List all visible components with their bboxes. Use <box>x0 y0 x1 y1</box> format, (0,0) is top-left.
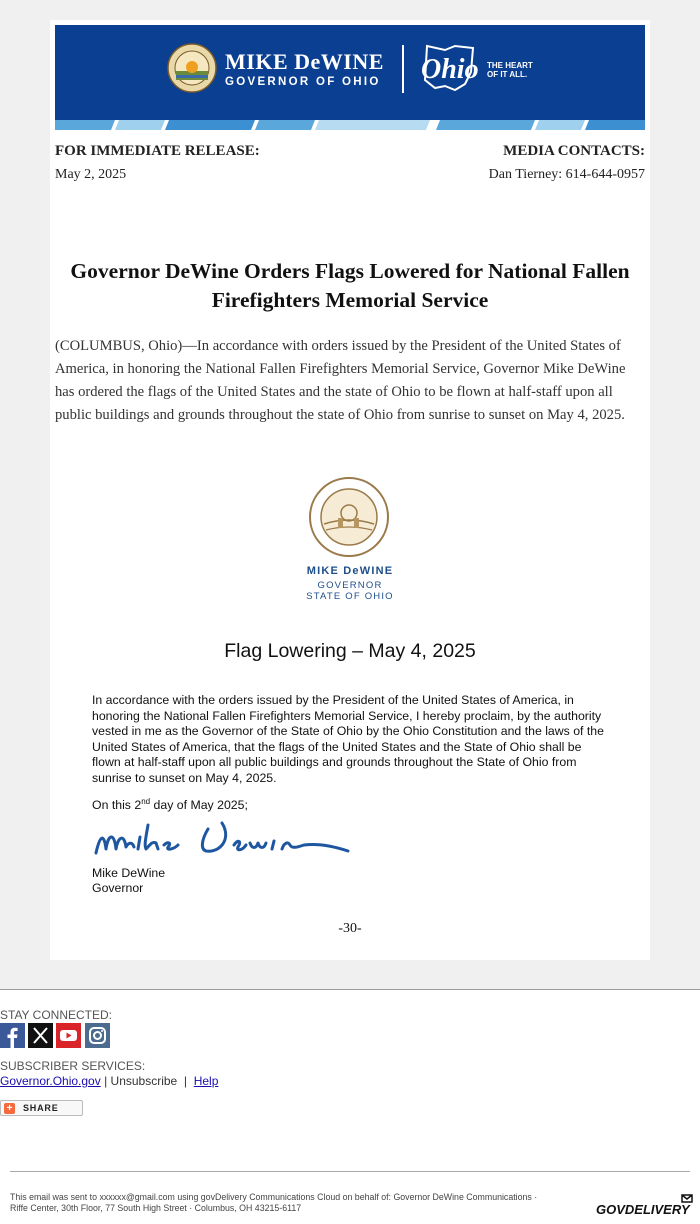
footer-divider <box>0 989 700 990</box>
ohio-seal-icon <box>167 43 217 93</box>
link-separator: | <box>177 1074 194 1088</box>
media-contact: Dan Tierney: 614-644-0957 <box>488 167 645 182</box>
date-suffix: day of May 2025; <box>150 798 248 813</box>
date-prefix: On this 2 <box>92 798 142 813</box>
end-mark: -30- <box>338 921 362 936</box>
governor-banner <box>55 25 645 120</box>
link-separator: | <box>100 1074 111 1088</box>
release-date: May 2, 2025 <box>55 167 127 182</box>
govdelivery-logo <box>596 1193 696 1219</box>
legal-divider <box>10 1171 690 1172</box>
subscriber-links <box>0 1074 218 1088</box>
signer-name: Mike DeWine <box>92 866 166 880</box>
banner-stripes <box>55 120 645 130</box>
facebook-icon[interactable] <box>0 1023 25 1048</box>
seal-title <box>250 580 450 602</box>
subscriber-services-label: SUBSCRIBER SERVICES: <box>0 1059 146 1073</box>
youtube-icon[interactable] <box>56 1023 81 1048</box>
legal-text: This email was sent to xxxxxx@gmail.com using govDelivery Communications Cloud on behalf of: Governor DeWine Communications · Riffe Center, 30th Floor, 77 South High Street · Columbus, OH 43215-6117 <box>10 1192 538 1213</box>
banner-name: MIKE DeWINE <box>225 49 384 74</box>
release-label: FOR IMMEDIATE RELEASE: <box>55 143 260 159</box>
help-link[interactable]: Help <box>193 1074 219 1088</box>
proclamation-text: In accordance with the orders issued by the President of the United States of America, in honoring the National Fallen Firefighters Memorial Service, I hereby proclaim, by the authority vested in me as the Governor of the State of Ohio by the Ohio Constitution and the laws of the United States of America, that the flags of the United States and the State of Ohio shall be flown at half-staff upon all public buildings and grounds throughout the State of Ohio from sunrise to sunset on May 4, 2025. <box>92 693 604 785</box>
share-label: SHARE <box>23 1103 59 1113</box>
share-button[interactable] <box>0 1100 83 1116</box>
governor-signature <box>90 815 352 863</box>
govdelivery-wordmark: GOVDELIVERY <box>596 1202 690 1217</box>
governor-site-link[interactable]: Governor.Ohio.gov <box>0 1074 101 1088</box>
unsubscribe-link[interactable]: Unsubscribe <box>110 1074 178 1088</box>
body-paragraph: (COLUMBUS, Ohio)—In accordance with orders issued by the President of the United States of America, in honoring the National Fallen Firefighters Memorial Service, Governor Mike DeWine has ordered the flags of the United States and the state of Ohio to be flown at half-staff upon all public buildings and grounds throughout the state of Ohio from sunrise to sunset on May 4, 2025. <box>55 338 626 423</box>
stay-connected-label: STAY CONNECTED: <box>0 1008 113 1022</box>
proclamation-title: Flag Lowering – May 4, 2025 <box>224 640 476 662</box>
x-icon[interactable] <box>28 1023 53 1048</box>
ohio-wordmark: Ohio <box>421 54 479 85</box>
seal-name: MIKE DeWINE <box>306 565 394 577</box>
proclamation-date <box>92 797 248 812</box>
press-release-card <box>50 20 650 960</box>
banner-divider <box>402 45 404 93</box>
plus-icon: + <box>4 1103 15 1114</box>
headline: Governor DeWine Orders Flags Lowered for National Fallen Firefighters Memorial Service <box>70 259 630 312</box>
tagline-line1: THE HEART <box>487 61 533 70</box>
instagram-icon[interactable] <box>85 1023 110 1048</box>
governor-seal-icon <box>308 476 390 558</box>
date-ordinal: nd <box>141 797 151 806</box>
signer-title: Governor <box>92 881 144 895</box>
media-contacts-label: MEDIA CONTACTS: <box>503 143 645 159</box>
ohio-state-icon <box>415 40 479 96</box>
banner-tagline <box>487 61 557 79</box>
seal-title-line1: GOVERNOR <box>317 580 383 591</box>
tagline-line2: OF IT ALL. <box>487 70 528 79</box>
seal-title-line2: STATE OF OHIO <box>306 591 394 602</box>
banner-role: GOVERNOR OF OHIO <box>225 76 381 88</box>
signer-block <box>92 866 165 896</box>
